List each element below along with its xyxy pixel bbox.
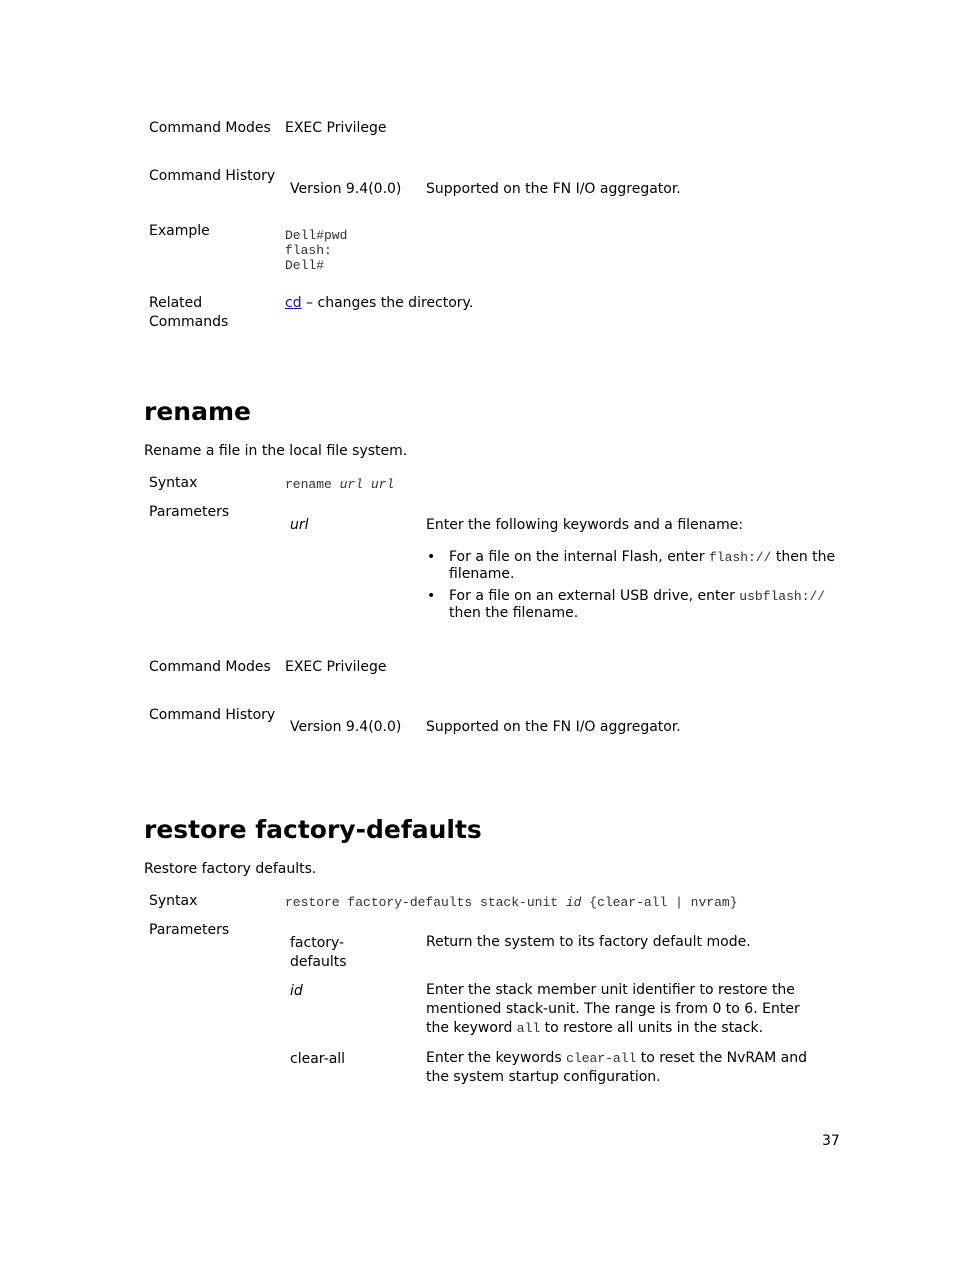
- restore-description: Restore factory defaults.: [144, 861, 317, 877]
- pwd-history-label: Command History: [149, 168, 276, 184]
- rename-syntax: [285, 475, 394, 494]
- pwd-example-code: Dell#pwd flash: Dell#: [285, 228, 348, 273]
- rename-syntax-label: Syntax: [149, 475, 198, 491]
- restore-params-label: Parameters: [149, 922, 230, 938]
- restore-p2-desc-pre: Enter the stack member unit identifier to restore the mentioned stack-unit. The range is from 0 to 6. Enter the keyword: [426, 982, 800, 1036]
- rename-heading: rename: [144, 397, 251, 426]
- restore-syntax: [285, 893, 738, 912]
- restore-heading: restore factory-defaults: [144, 815, 482, 844]
- rename-history-desc: Supported on the FN I/O aggregator.: [426, 719, 681, 735]
- page-number: 37: [822, 1133, 840, 1149]
- restore-p2-name: id: [290, 983, 303, 999]
- rename-params-label: Parameters: [149, 504, 230, 520]
- restore-p3-desc-post: to reset the NvRAM and the system startup configuration.: [426, 1050, 807, 1085]
- restore-p3-desc-pre: Enter the keywords: [426, 1050, 567, 1066]
- rename-bullet-2: [427, 588, 844, 621]
- pwd-example-label: Example: [149, 223, 210, 239]
- rename-bullet1-pre: For a file on the internal Flash, enter: [449, 549, 709, 565]
- pwd-history-version: Version 9.4(0.0): [290, 181, 402, 197]
- restore-syntax-arg: id: [565, 895, 582, 910]
- restore-syntax-label: Syntax: [149, 893, 198, 909]
- rename-param-name: url: [290, 517, 309, 533]
- restore-p3-name: clear-all: [290, 1051, 346, 1067]
- rename-modes-value: EXEC Privilege: [285, 659, 387, 675]
- pwd-history-desc: Supported on the FN I/O aggregator.: [426, 181, 681, 197]
- restore-p2-desc-code: all: [516, 1021, 541, 1036]
- rename-history-version: Version 9.4(0.0): [290, 719, 402, 735]
- bullet-dot: •: [427, 588, 436, 604]
- cd-link[interactable]: cd: [285, 295, 302, 311]
- rename-syntax-arg1: url: [339, 477, 364, 492]
- rename-bullet1-post: then the filename.: [449, 549, 836, 582]
- rename-bullet2-post: then the filename.: [449, 605, 579, 621]
- restore-p1-name: factory-defaults: [290, 935, 347, 970]
- restore-p1-desc: Return the system to its factory default mode.: [426, 934, 751, 950]
- rename-bullet2-pre: For a file on an external USB drive, enter: [449, 588, 740, 604]
- pwd-modes-value: EXEC Privilege: [285, 120, 387, 136]
- pwd-related-label: Related Commands: [149, 295, 229, 330]
- pwd-related-desc: – changes the directory.: [301, 295, 474, 311]
- pwd-related-text: [285, 294, 473, 313]
- rename-modes-label: Command Modes: [149, 659, 271, 675]
- pwd-modes-label: Command Modes: [149, 120, 271, 136]
- restore-p3-desc-code: clear-all: [566, 1051, 637, 1066]
- rename-syntax-cmd: rename: [285, 477, 340, 492]
- rename-bullet-1: [427, 549, 844, 582]
- rename-bullet1-code: flash://: [709, 550, 772, 565]
- restore-p2-desc-post: to restore all units in the stack.: [540, 1020, 764, 1036]
- bullet-dot: •: [427, 549, 436, 565]
- restore-syntax-tail: {clear-all | nvram}: [581, 895, 738, 910]
- rename-param-desc: Enter the following keywords and a filename:: [426, 517, 744, 533]
- rename-bullet2-code: usbflash://: [739, 589, 826, 604]
- restore-p2-desc: [426, 981, 826, 1038]
- restore-syntax-cmd: restore factory-defaults stack-unit: [285, 895, 566, 910]
- restore-p3-desc: [426, 1049, 826, 1087]
- rename-description: Rename a file in the local file system.: [144, 443, 408, 459]
- rename-syntax-arg2: url: [370, 477, 395, 492]
- rename-history-label: Command History: [149, 707, 276, 723]
